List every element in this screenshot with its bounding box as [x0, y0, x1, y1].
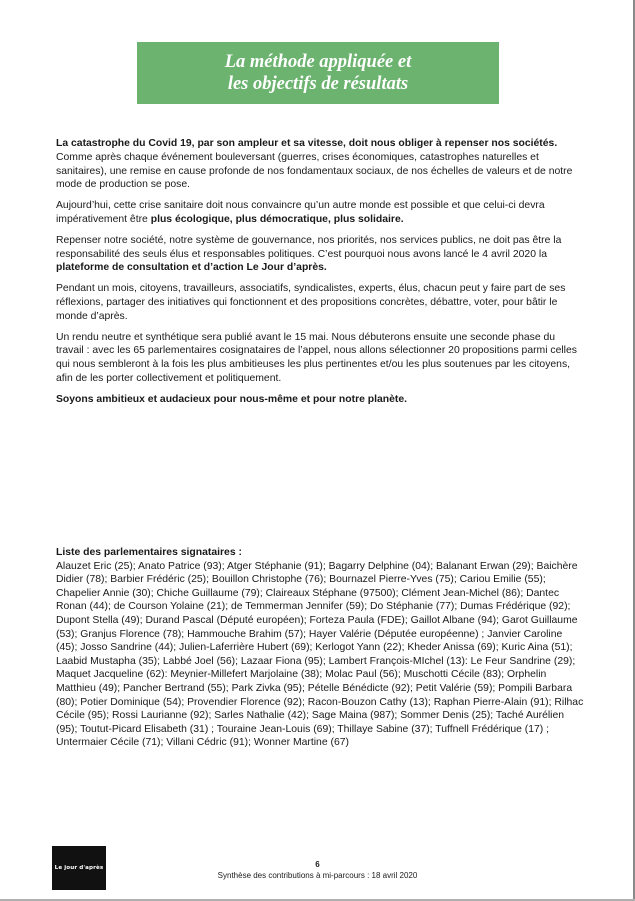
- body-text: [56, 137, 579, 414]
- text-run: Soyons ambitieux et audacieux pour nous-même et pour notre planète.: [56, 393, 408, 405]
- text-run: Un rendu neutre et synthétique sera publié avant le 15 mai. Nous débuterons ensuite une seconde phase du travail : avec les 65 parlementaires cosignataires de l’appel, nous allons sélectionner 20 propositions parmi celles qui nous sembleront à la fois les plus ambitieuses les plus pertinentes et/ou les plus soutenues par les citoyens, afin de les porter collectivement et politiquement.: [56, 331, 577, 384]
- logo-text: Le jour d'après: [54, 865, 104, 871]
- title-line-1: La méthode appliquée et: [224, 52, 412, 72]
- paragraph: [56, 331, 579, 386]
- paragraph: [56, 282, 579, 323]
- text-run: Aujourd’hui, cette crise sanitaire doit nous convaincre qu’un autre monde est possible et que celui-ci devra impérativement être: [56, 200, 545, 225]
- text-run: Pendant un mois, citoyens, travailleurs, associatifs, syndicalistes, experts, élus, chacun peut y faire part de ses réflexions, partager des initiatives qui fonctionnent et des propositions concrètes, débattre, voter, pour bâtir le monde d’après.: [56, 283, 566, 322]
- paragraph: [56, 234, 579, 275]
- text-run: plus écologique, plus démocratique, plus solidaire.: [150, 213, 404, 225]
- text-run: Repenser notre société, notre système de gouvernance, nos priorités, nos services publics, ne doit pas être la responsabilité des seuls élus et responsables politiques. C’est pourquoi nous avons lancé le 4 avril 2020 la: [56, 234, 562, 260]
- text-run: Comme après chaque événement bouleversant (guerres, crises économiques, catastrophes naturelles et sanitaires), une remise en cause profonde de nos fondamentaux sociaux, de nos échelles de valeurs et de notre mode de production se pose.: [56, 151, 573, 191]
- signatories-names: Alauzet Eric (25); Anato Patrice (93); Atger Stéphanie (91); Bagarry Delphine (04); Balanant Erwan (29); Baichère Didier (78); Barbier Frédéric (25); Bouillon Christophe (76); Bournazel Pierre-Yves (75); Cariou Emilie (55); Chapelier Annie (30); Chiche Guillaume (79); Claireaux Stéphane (97500); Clément Jean-Michel (86); Dantec Ronan (44); de Courson Yolaine (21); de Temmerman Jennifer (59); Do Stéphanie (77); Dumas Frédérique (92); Dupont Stella (49); Durand Pascal (Député européen); Forteza Paula (FDE); Gaillot Albane (94); Garot Guillaume (53); Granjus Florence (78); Hammouche Brahim (57); Hayer Valérie (Députée européenne) ; Janvier Caroline (45); Josso Sandrine (44); Julien-Laferrière Hubert (69); Kerlogot Yann (22); Kheder Anissa (69); Kuric Aina (51); Laabid Mustapha (35); Labbé Joel (56); Lazaar Fiona (95); Lambert François-MIchel (13): Le Feur Sandrine (29); Maquet Jacqueline (62): Meynier-Millefert Marjolaine (38); Molac Paul (56); Muschotti Cécile (83); Orphelin Matthieu (49); Pancher Bertrand (55); Park Zivka (95); Pételle Bénédicte (92); Petit Valérie (59); Pompili Barbara (80); Potier Dominique (54); Provendier Florence (92); Racon-Bouzon Cathy (13); Raphan Pierre-Alain (91); Rilhac Cécile (95); Rossi Laurianne (92); Sarles Nathalie (42); Sage Maina (987); Sommer Denis (25); Taché Aurélien (95); Toutut-Picard Elisabeth (31) ; Touraine Jean-Louis (69); Thillaye Sabine (37); Tuffnell Frédérique (17) ; Untermaier Cécile (71); Villani Cédric (91); Wonner Martine (67): [56, 560, 584, 749]
- signatories-heading: Liste des parlementaires signataires :: [56, 547, 242, 558]
- page-number: 6: [315, 860, 320, 869]
- footer-note: Synthèse des contributions à mi-parcours : 18 avril 2020: [217, 871, 418, 880]
- paragraph: [56, 199, 579, 227]
- title-line-2: les objectifs de résultats: [227, 74, 409, 94]
- text-run: La catastrophe du Covid 19, par son ampleur et sa vitesse, doit nous obliger à repenser nos sociétés.: [56, 138, 558, 149]
- title-banner: [137, 42, 499, 104]
- paragraph: [56, 137, 579, 192]
- paragraph: [56, 393, 579, 407]
- text-run: plateforme de consultation et d’action Le Jour d’après.: [56, 262, 327, 274]
- signatories-list: [56, 546, 584, 750]
